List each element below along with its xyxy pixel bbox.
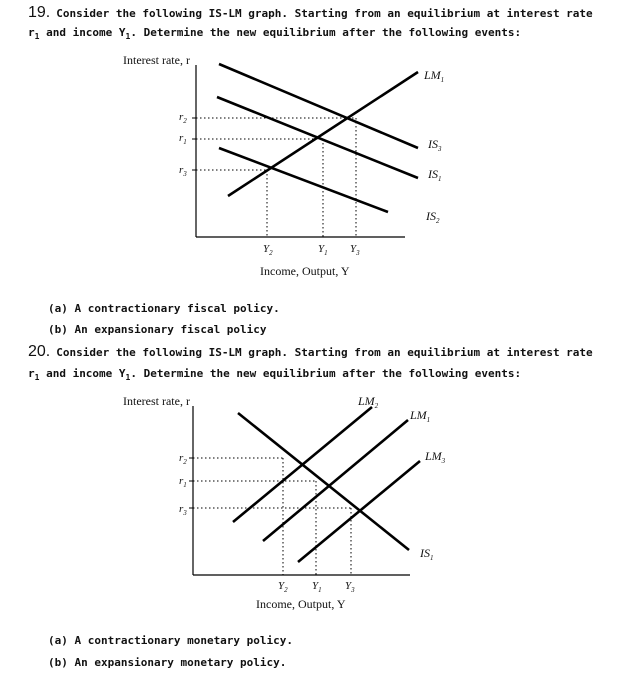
q20-prompt-line1: 20. Consider the following IS-LM graph. Starting from an equilibrium at interest rate [28, 343, 593, 360]
q20-lm2-label: $LM_2$ [358, 394, 379, 410]
q19-x-axis-label: Income, Output, Y [260, 264, 350, 278]
q20-number: 20. [28, 343, 51, 360]
q19-lm1-curve [228, 72, 418, 196]
q20-is1-label: $IS_1$ [420, 546, 434, 562]
q19-number: 19. [28, 4, 51, 21]
q20-lm1-label: $LM_1$ [410, 408, 431, 424]
q20-prompt-line2: $r_1$ and income $Y_1$. Determine the new equilibrium after the following events: [28, 367, 522, 383]
q19-prompt-line2: $r_1$ and income $Y_1$. Determine the new equilibrium after the following events: [28, 26, 522, 42]
q20-x-axis-label: Income, Output, Y [256, 597, 346, 611]
q19-r3-label: $r_3$ [179, 164, 187, 178]
q20-r1-label: $r_1$ [179, 475, 187, 489]
q19-option-a: (a) A contractionary fiscal policy. [48, 302, 280, 315]
q20-y-axis-label: Interest rate, r [123, 394, 190, 408]
q19-option-b: (b) An expansionary fiscal policy [48, 323, 267, 336]
q19-guide-lines [196, 118, 356, 237]
q20-lm3-label: $LM_3$ [425, 449, 446, 465]
q19-prompt-line1: 19. Consider the following IS-LM graph. Starting from an equilibrium at interest rate [28, 4, 593, 21]
q20-guide-lines [193, 458, 351, 575]
q20-option-b: (b) An expansionary monetary policy. [48, 656, 287, 669]
q19-y-axis-label: Interest rate, r [123, 53, 190, 67]
q20-y1-label: $Y_1$ [312, 580, 322, 594]
q20-is1-curve [238, 413, 409, 550]
q19-y1-label: $Y_1$ [318, 243, 328, 257]
q19-is1-curve [217, 97, 418, 178]
q20-r3-label: $r_3$ [179, 503, 187, 517]
q19-y3-label: $Y_3$ [350, 243, 360, 257]
q19-is3-label: $IS_3$ [428, 137, 442, 153]
q19-is2-curve [219, 148, 388, 212]
q19-is1-label: $IS_1$ [428, 167, 442, 183]
q19-y2-label: $Y_2$ [263, 243, 273, 257]
q20-r2-label: $r_2$ [179, 452, 187, 466]
q19-is2-label: $IS_2$ [426, 209, 440, 225]
q20-y3-label: $Y_3$ [345, 580, 355, 594]
q20-y2-label: $Y_2$ [278, 580, 288, 594]
q19-lm1-label: $LM_1$ [424, 68, 445, 84]
q20-option-a: (a) A contractionary monetary policy. [48, 634, 294, 647]
q19-r1-label: $r_1$ [179, 132, 187, 146]
q19-r2-label: $r_2$ [179, 111, 187, 125]
